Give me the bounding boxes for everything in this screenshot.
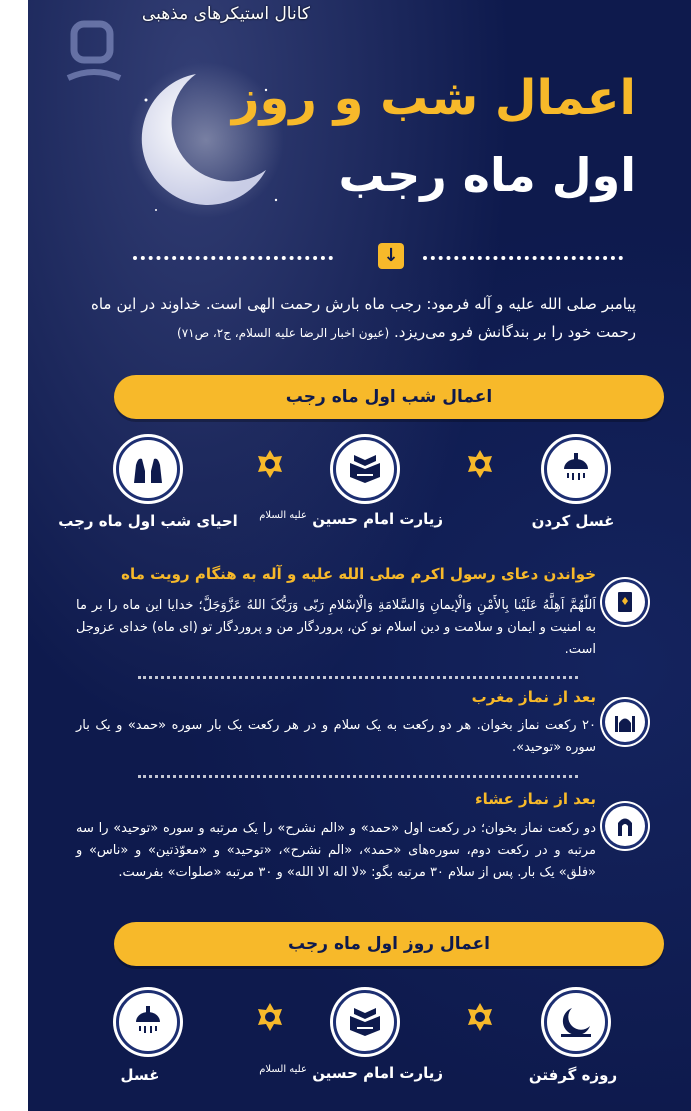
day-item-label-fasting: روزه گرفتن [528, 1066, 618, 1084]
shower-icon [130, 1004, 166, 1040]
day-item-label-ziyarat [259, 1064, 443, 1082]
night-item-ghusl [544, 437, 608, 501]
quran-icon [347, 1004, 383, 1040]
mihrab-icon [613, 814, 637, 838]
channel-watermark: کانال استیکرهای مذهبی [141, 4, 310, 24]
day-item-ghusl [116, 990, 180, 1054]
section-title-maghrib: بعد از نماز مغرب [471, 688, 596, 706]
ziyarat-label: زیارت امام حسین [312, 510, 443, 528]
page-margin [0, 0, 29, 1111]
day-section-banner: اعمال روز اول ماه رجب [114, 922, 664, 966]
section-body-maghrib: ۲۰ رکعت نماز بخوان. هر دو رکعت به یک سلام و در هر رکعت یک بار سوره «حمد» و یک بار سوره «توحید». [76, 718, 596, 755]
night-item-ziyarat [333, 437, 397, 501]
section-icon-dua [605, 582, 645, 622]
crescent-mosque-icon [558, 1004, 594, 1040]
section-icon-isha [605, 806, 645, 846]
honorific: علیه السلام [259, 1064, 307, 1075]
prayer-book-icon [613, 590, 637, 614]
shower-icon [558, 451, 594, 487]
praying-hands-icon [130, 451, 166, 487]
mosque-icon [613, 710, 637, 734]
night-item-label-ziyarat [259, 510, 443, 528]
poster [28, 0, 691, 1111]
section-body-isha: دو رکعت نماز بخوان؛ در رکعت اول «حمد» و «الم نشرح» را یک مرتبه و سوره «توحید» را سه مرتبه و در رکعت دوم، سوره‌های «حمد»، «الم نشرح»، «توحید» و «معوّذتین» و «ناس» و «فلق» یک بار. پس از سلام ۳۰ مرتبه بگو: «لا اله الا الله» و ۳۰ مرتبه «صلوات» بفرست. [76, 821, 596, 880]
section-body-dua: اَللّٰهُمَّ اَهِلَّهُ عَلَیْنا بِالأَمْنِ وَالْإیمانِ وَالسَّلامَةِ وَالْإسْلامِ رَبّی وَرَبُّکَ اللهُ عَزَّوَجَلَّ؛ خدایا این ماه را بر ما به امنیت و ایمان و سلامت و دین اسلام نو کن، پروردگار من و پروردگار تو (ای ماه) خدای عزوجل است. [76, 598, 596, 657]
honorific: علیه السلام [259, 510, 307, 521]
title-line-1: اعمال شب و روز [231, 70, 636, 126]
dotted-divider-left [133, 256, 333, 264]
ornament-star-icon [255, 1002, 285, 1032]
ornament-star-icon [255, 449, 285, 479]
intro-reference: (عیون اخبار الرضا علیه السلام، ج۲، ص۷۱) [177, 326, 390, 340]
day-item-label-ghusl: غسل [120, 1066, 160, 1084]
section-title-dua: خواندن دعای رسول اکرم صلی الله علیه و آله به هنگام رویت ماه [121, 565, 596, 583]
dotted-separator [138, 676, 578, 679]
title-line-2: اول ماه رجب [338, 148, 636, 202]
dotted-separator [138, 775, 578, 778]
section-icon-maghrib [605, 702, 645, 742]
arrow-down-icon: ↓ [378, 243, 404, 269]
channel-logo-icon [64, 18, 124, 88]
day-item-fasting [544, 990, 608, 1054]
section-title-isha: بعد از نماز عشاء [475, 790, 596, 808]
night-item-label-ghusl: غسل کردن [531, 512, 615, 530]
intro-text: پیامبر صلی الله علیه و آله فرمود: رجب ماه بارش رحمت الهی است. خداوند در این ماه رحمت خود را بر بندگانش فرو می‌ریزد. [91, 295, 636, 341]
night-item-ehya [116, 437, 180, 501]
ornament-star-icon [465, 1002, 495, 1032]
dotted-divider-right [423, 256, 623, 264]
intro-hadith [91, 290, 636, 347]
night-item-label-ehya: احیای شب اول ماه رجب [58, 512, 238, 530]
ornament-star-icon [465, 449, 495, 479]
night-section-banner: اعمال شب اول ماه رجب [114, 375, 664, 419]
ziyarat-label: زیارت امام حسین [312, 1064, 443, 1082]
quran-icon [347, 451, 383, 487]
day-item-ziyarat [333, 990, 397, 1054]
